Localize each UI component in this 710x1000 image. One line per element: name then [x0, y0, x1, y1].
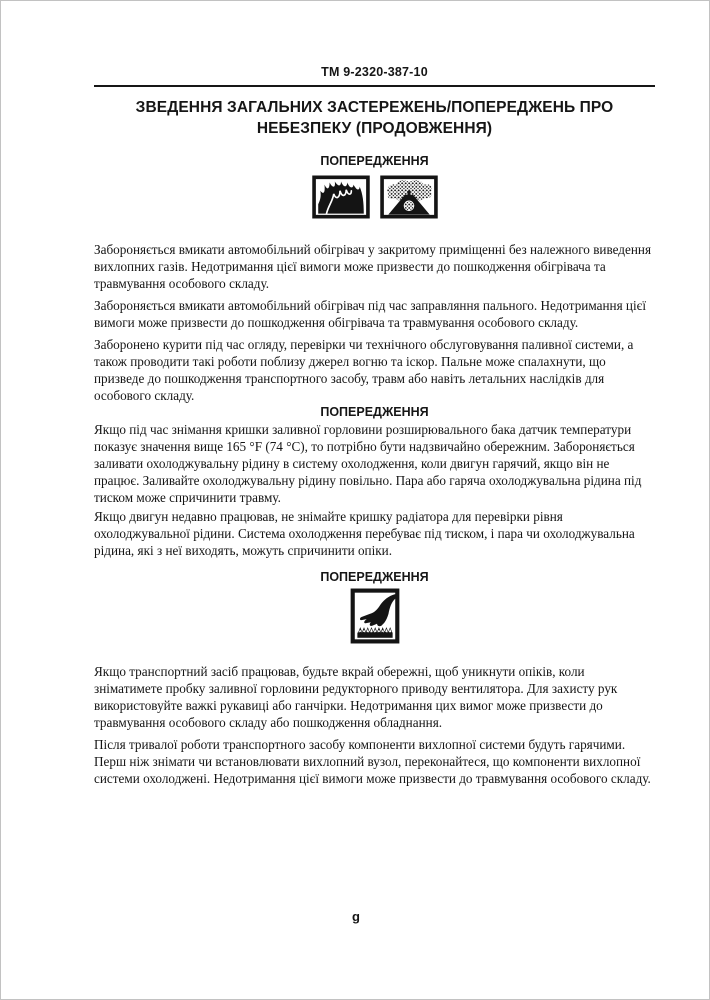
warning-paragraph: Якщо транспортний засіб працював, будьте вкрай обережні, щоб уникнути опіків, коли зніматимете пробку заливної горловини редукторного приводу вентилятора. Для захисту рук використовуйте важкі рукавиці або ганчірки. Недотримання цих вимог може призвести до травмування особового складу або пошкодження обладнання.: [94, 664, 618, 730]
fire-hazard-icon: [312, 174, 370, 225]
warning-paragraph: Після тривалої роботи транспортного засобу компоненти вихлопної системи будуть гарячими. Перш ніж знімати чи встановлювати вихлопний вузол, переконайтеся, що компоненти вихлопної системи охолоджені. Недотримання цієї вимоги може призвести до травмування особового складу.: [94, 737, 651, 786]
exhaust-gas-hazard-icon: [380, 174, 438, 225]
warning-paragraph: Якщо під час знімання кришки заливної горловини розширювального бака датчик температури показує значення вище 165 °F (74 °C), то потрібно бути надзвичайно обережним. Забороняється заливати охолоджувальну рідину в систему охолодження, коли двигун гарячий, якщо він не працює. Заливайте охолоджувальну рідину повільно. Пара або гаряча охолоджувальна рідина під тиском може спричинити травму.: [94, 422, 642, 505]
warning-heading: ПОПЕРЕДЖЕННЯ: [320, 405, 429, 419]
warning-icon-row: [94, 174, 655, 225]
warning-paragraph: Якщо двигун недавно працював, не знімайте кришку радіатора для перевірки рівня охолоджувальної рідини. Система охолодження перебуває під тиском, і пара чи охолоджувальна рідина, які з неї виходять, можуть спричинити опіки.: [94, 509, 635, 558]
manual-number: ТМ 9-2320-387-10: [321, 65, 428, 79]
warning-paragraph: Заборонено курити під час огляду, перевірки чи технічного обслуговування паливної системи, а також проводити такі роботи поблизу джерел вогню та іскор. Пальне може спалахнути, що призведе до пошкодження транспортного засобу, травм або навіть летальних наслідків для особового складу.: [94, 337, 634, 403]
page-number: g: [352, 909, 360, 924]
warning-heading: ПОПЕРЕДЖЕННЯ: [320, 154, 429, 168]
warning-heading: ПОПЕРЕДЖЕННЯ: [320, 570, 429, 584]
warning-paragraph: Забороняється вмикати автомобільний обігрівач під час заправляння пального. Недотримання цієї вимоги може призвести до пошкодження обігрівача та травмування особового складу.: [94, 298, 646, 330]
warning-icon-row: [94, 588, 655, 649]
warning-paragraph: Забороняється вмикати автомобільний обігрівач у закритому приміщенні без належного виведення вихлопних газів. Недотримання цієї вимоги може призвести до пошкодження обігрівача та травмування особового складу.: [94, 242, 652, 291]
header-rule: [94, 85, 655, 87]
page-title: ЗВЕДЕННЯ ЗАГАЛЬНИХ ЗАСТЕРЕЖЕНЬ/ПОПЕРЕДЖЕНЬ ПРО НЕБЕЗПЕКУ (ПРОДОВЖЕННЯ): [135, 99, 614, 137]
page-content: [94, 1, 655, 787]
hot-surface-icon: [350, 588, 400, 649]
